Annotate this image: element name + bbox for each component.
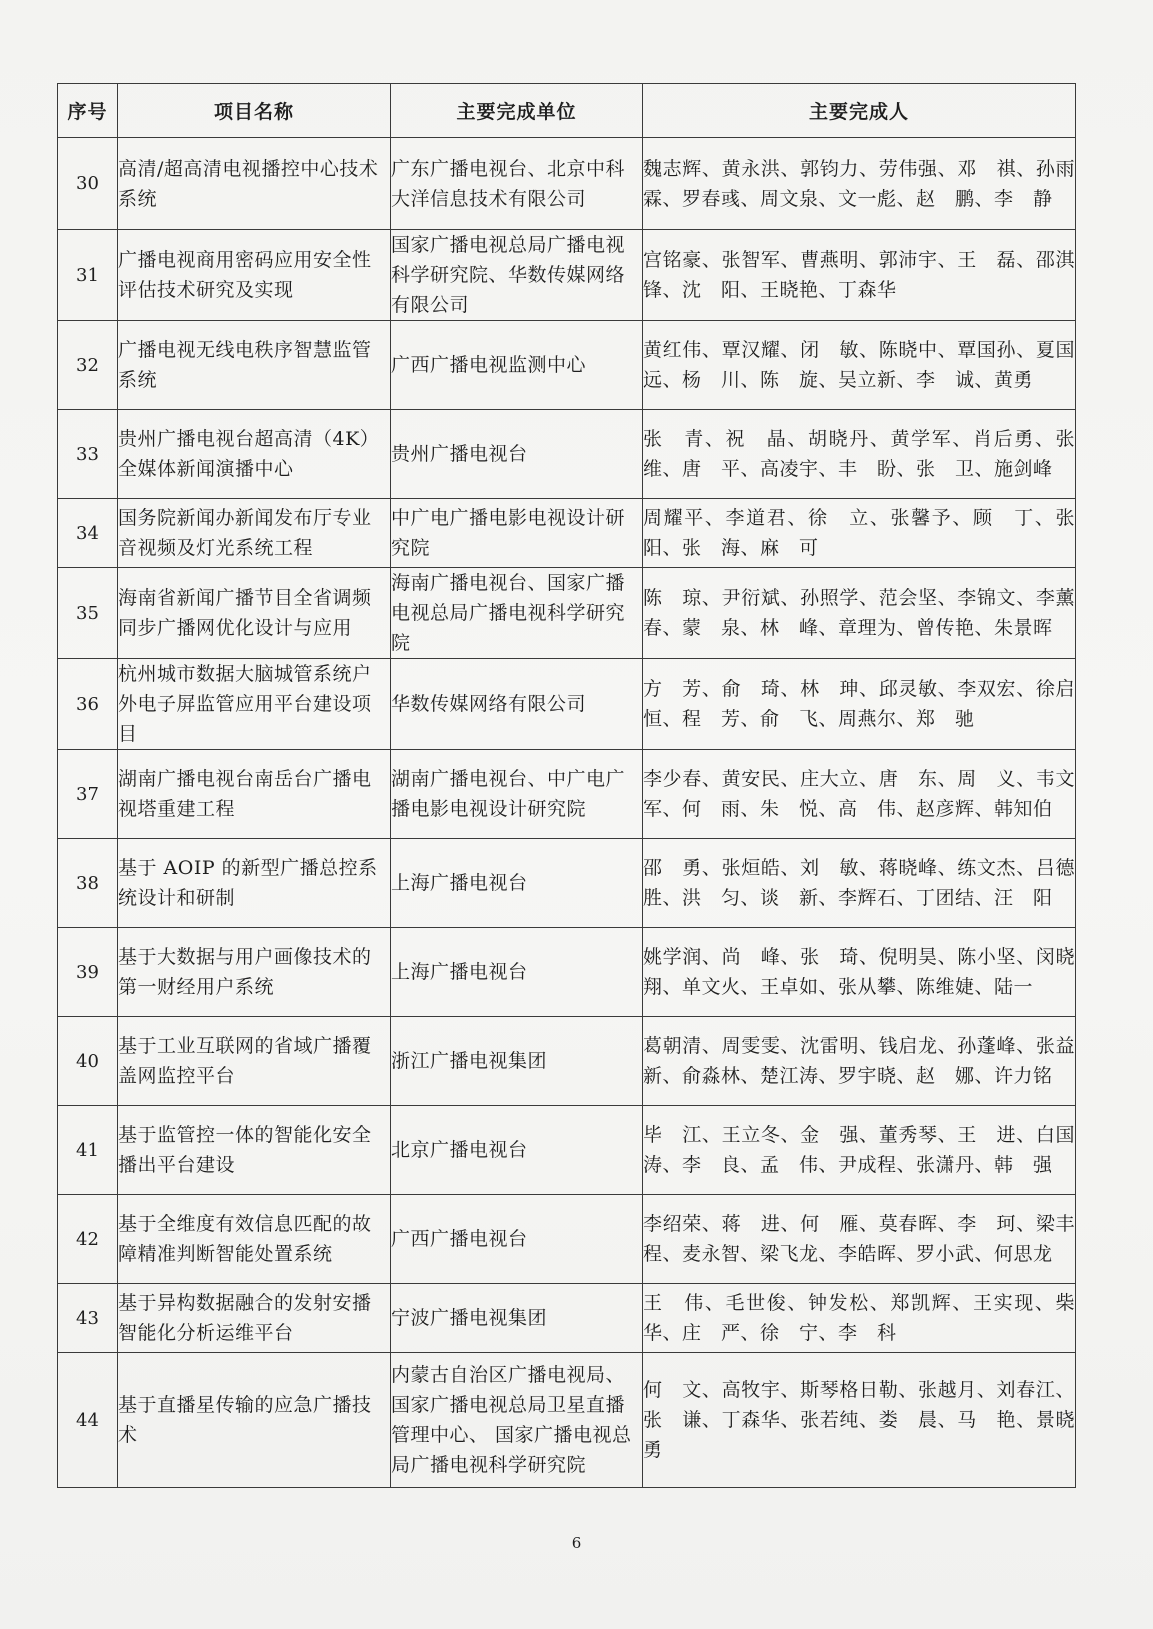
row-main-persons: 方 芳、俞 琦、林 珅、邱灵敏、李双宏、徐启恒、程 芳、俞 飞、周燕尔、郑 驰 [643, 659, 1076, 750]
row-serial-number: 30 [58, 138, 118, 230]
header-main-unit: 主要完成单位 [391, 84, 643, 138]
row-serial-number: 36 [58, 659, 118, 750]
table-row [58, 659, 1076, 750]
row-project-name: 海南省新闻广播节目全省调频同步广播网优化设计与应用 [118, 568, 391, 659]
row-serial-number: 42 [58, 1195, 118, 1284]
header-main-persons: 主要完成人 [643, 84, 1076, 138]
row-main-unit: 上海广播电视台 [391, 839, 643, 928]
row-main-persons: 邵 勇、张烜皓、刘 敏、蒋晓峰、练文杰、吕德胜、洪 匀、谈 新、李辉石、丁团结、汪 阳 [643, 839, 1076, 928]
row-main-persons: 陈 琼、尹衍斌、孙照学、范会坚、李锦文、李薰春、蒙 泉、林 峰、章理为、曾传艳、朱景晖 [643, 568, 1076, 659]
row-project-name: 高清/超高清电视播控中心技术系统 [118, 138, 391, 230]
row-project-name: 基于异构数据融合的发射安播智能化分析运维平台 [118, 1284, 391, 1353]
row-project-name: 基于全维度有效信息匹配的故障精准判断智能处置系统 [118, 1195, 391, 1284]
row-main-persons: 李绍荣、蒋 进、何 雁、莫春晖、李 珂、梁丰程、麦永智、梁飞龙、李皓晖、罗小武、何思龙 [643, 1195, 1076, 1284]
header-project-name: 项目名称 [118, 84, 391, 138]
row-main-persons: 张 青、祝 晶、胡晓丹、黄学军、肖后勇、张 维、唐 平、高凌宇、丰 盼、张 卫、施剑峰 [643, 410, 1076, 499]
row-main-unit: 贵州广播电视台 [391, 410, 643, 499]
row-main-unit: 中广电广播电影电视设计研究院 [391, 499, 643, 568]
row-project-name: 国务院新闻办新闻发布厅专业音视频及灯光系统工程 [118, 499, 391, 568]
row-main-unit: 海南广播电视台、国家广播电视总局广播电视科学研究院 [391, 568, 643, 659]
row-main-persons: 姚学润、尚 峰、张 琦、倪明昊、陈小坚、闵晓翔、单文火、王卓如、张从攀、陈维婕、陆一 [643, 928, 1076, 1017]
row-serial-number: 38 [58, 839, 118, 928]
row-main-unit: 华数传媒网络有限公司 [391, 659, 643, 750]
table-row [58, 1195, 1076, 1284]
row-main-persons: 魏志辉、黄永洪、郭钧力、劳伟强、邓 祺、孙雨霖、罗春彧、周文泉、文一彪、赵 鹏、李 静 [643, 138, 1076, 230]
row-main-persons: 葛朝清、周雯雯、沈雷明、钱启龙、孙蓬峰、张益新、俞淼林、楚江涛、罗宇晓、赵 娜、许力铭 [643, 1017, 1076, 1106]
row-serial-number: 43 [58, 1284, 118, 1353]
row-serial-number: 34 [58, 499, 118, 568]
row-main-unit: 浙江广播电视集团 [391, 1017, 643, 1106]
row-main-unit: 国家广播电视总局广播电视科学研究院、华数传媒网络有限公司 [391, 230, 643, 321]
row-project-name: 广播电视商用密码应用安全性评估技术研究及实现 [118, 230, 391, 321]
row-main-unit: 宁波广播电视集团 [391, 1284, 643, 1353]
row-main-unit: 广西广播电视监测中心 [391, 321, 643, 410]
award-table [57, 83, 1095, 1488]
row-project-name: 贵州广播电视台超高清（4K）全媒体新闻演播中心 [118, 410, 391, 499]
row-main-persons: 黄红伟、覃汉耀、闭 敏、陈晓中、覃国孙、夏国远、杨 川、陈 旋、吴立新、李 诚、黄勇 [643, 321, 1076, 410]
row-main-unit: 广西广播电视台 [391, 1195, 643, 1284]
row-serial-number: 39 [58, 928, 118, 1017]
table-row [58, 138, 1076, 230]
header-serial-number: 序号 [58, 84, 118, 138]
table-header-row [58, 84, 1076, 138]
table-row [58, 1106, 1076, 1195]
row-project-name: 基于直播星传输的应急广播技术 [118, 1353, 391, 1488]
row-serial-number: 32 [58, 321, 118, 410]
table-row [58, 750, 1076, 839]
page-number: 6 [571, 1534, 582, 1552]
row-main-persons: 毕 江、王立冬、金 强、董秀琴、王 进、白国涛、李 良、孟 伟、尹成程、张潇丹、韩 强 [643, 1106, 1076, 1195]
row-main-persons: 李少春、黄安民、庄大立、唐 东、周 义、韦文军、何 雨、朱 悦、高 伟、赵彦辉、韩知伯 [643, 750, 1076, 839]
row-main-unit: 湖南广播电视台、中广电广播电影电视设计研究院 [391, 750, 643, 839]
row-project-name: 基于监管控一体的智能化安全播出平台建设 [118, 1106, 391, 1195]
row-serial-number: 40 [58, 1017, 118, 1106]
row-main-unit: 上海广播电视台 [391, 928, 643, 1017]
row-main-persons: 王 伟、毛世俊、钟发松、郑凯辉、王实现、柴 华、庄 严、徐 宁、李 科 [643, 1284, 1076, 1353]
row-project-name: 湖南广播电视台南岳台广播电视塔重建工程 [118, 750, 391, 839]
row-serial-number: 41 [58, 1106, 118, 1195]
row-serial-number: 35 [58, 568, 118, 659]
row-main-unit: 内蒙古自治区广播电视局、国家广播电视总局卫星直播管理中心、 国家广播电视总局广播电视科学研究院 [391, 1353, 643, 1488]
table-row [58, 568, 1076, 659]
row-serial-number: 44 [58, 1353, 118, 1488]
table-row [58, 1284, 1076, 1353]
table-row [58, 839, 1076, 928]
row-main-persons: 何 文、高牧宇、斯琴格日勒、张越月、刘春江、张 谦、丁森华、张若纯、娄 晨、马 艳、景晓勇 [643, 1353, 1076, 1488]
table-row [58, 499, 1076, 568]
row-serial-number: 37 [58, 750, 118, 839]
row-main-persons: 宫铭豪、张智军、曹燕明、郭沛宇、王 磊、邵淇锋、沈 阳、王晓艳、丁森华 [643, 230, 1076, 321]
table-row [58, 928, 1076, 1017]
table-row [58, 321, 1076, 410]
row-main-unit: 北京广播电视台 [391, 1106, 643, 1195]
row-main-persons: 周耀平、李道君、徐 立、张馨予、顾 丁、张 阳、张 海、麻 可 [643, 499, 1076, 568]
row-serial-number: 33 [58, 410, 118, 499]
row-project-name: 基于 AOIP 的新型广播总控系统设计和研制 [118, 839, 391, 928]
table-row [58, 410, 1076, 499]
table-body [58, 138, 1095, 1488]
row-main-unit: 广东广播电视台、北京中科大洋信息技术有限公司 [391, 138, 643, 230]
table-row [58, 1017, 1076, 1106]
table-row [58, 230, 1076, 321]
table-row [58, 1353, 1076, 1488]
row-project-name: 基于工业互联网的省域广播覆盖网监控平台 [118, 1017, 391, 1106]
row-project-name: 杭州城市数据大脑城管系统户外电子屏监管应用平台建设项目 [118, 659, 391, 750]
row-project-name: 基于大数据与用户画像技术的第一财经用户系统 [118, 928, 391, 1017]
row-project-name: 广播电视无线电秩序智慧监管系统 [118, 321, 391, 410]
row-serial-number: 31 [58, 230, 118, 321]
